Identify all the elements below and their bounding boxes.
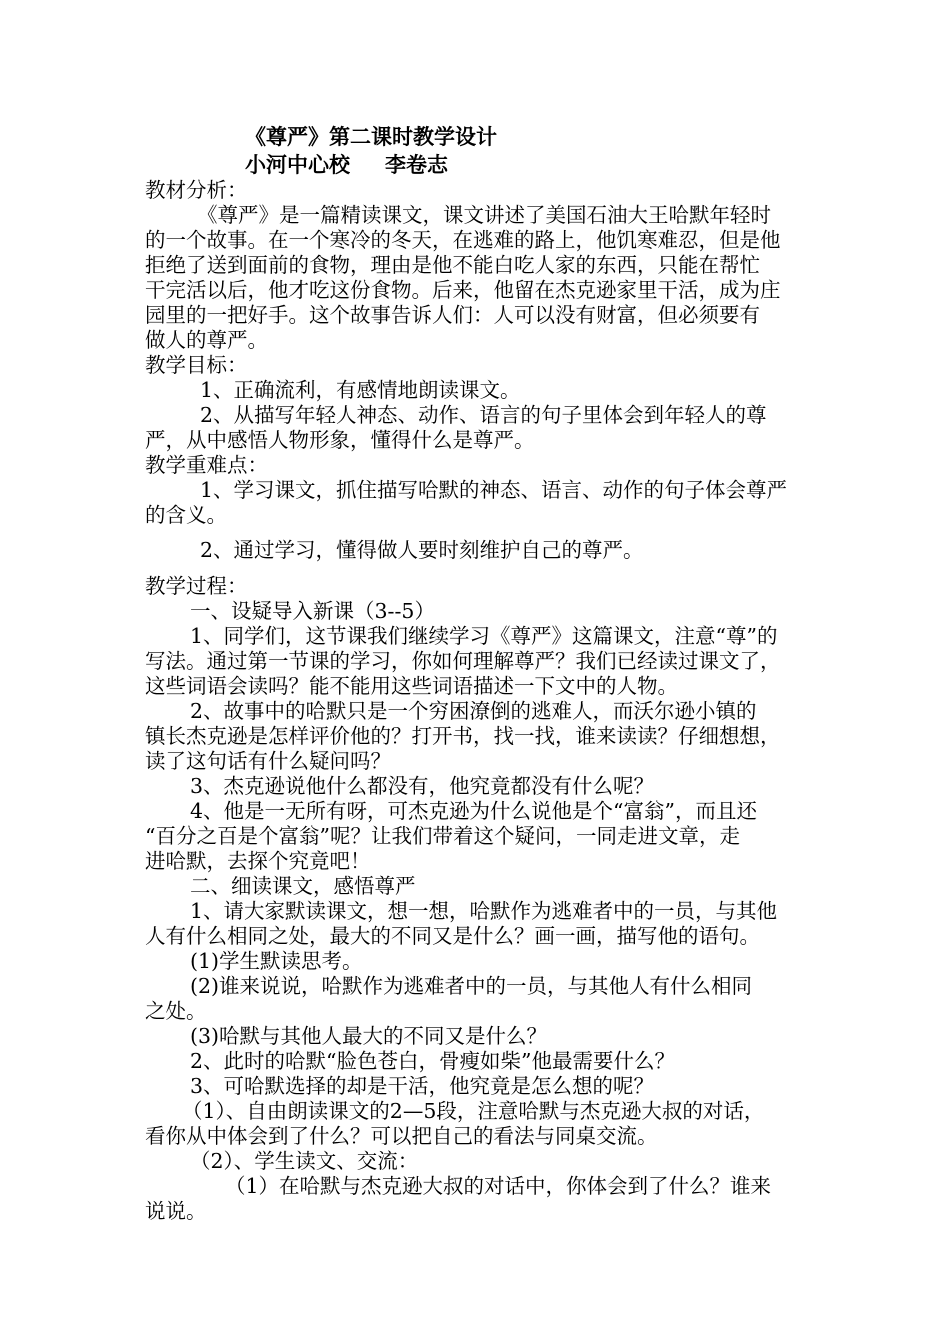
- section-heading: 教材分析：: [145, 178, 248, 202]
- paragraph-line: 3、杰克逊说他什么都没有，他究竟都没有什么呢？: [190, 774, 655, 798]
- paragraph-line: 看你从中体会到了什么？可以把自己的看法与同桌交流。: [145, 1124, 658, 1148]
- paragraph-line: 拒绝了送到面前的食物，理由是他不能白吃人家的东西，只能在帮忙: [145, 253, 760, 277]
- paragraph-line: 进哈默，去探个究竟吧！: [145, 849, 371, 873]
- paragraph-line: 《尊严》是一篇精读课文，课文讲述了美国石油大王哈默年轻时: [197, 203, 771, 227]
- section-heading: 教学重难点：: [145, 453, 268, 477]
- paragraph-line: 之处。: [145, 999, 207, 1023]
- paragraph-line: 这些词语会读吗？能不能用这些词语描述一下文中的人物。: [145, 674, 678, 698]
- paragraph-line: 镇长杰克逊是怎样评价他的？打开书，找一找，谁来读读？仔细想想，: [145, 724, 781, 748]
- paragraph-line: （2）、学生读文、交流：: [190, 1149, 419, 1173]
- subsection-heading: 一、设疑导入新课（3--5）: [190, 599, 435, 623]
- paragraph-line: 1、请大家默读课文，想一想，哈默作为逃难者中的一员，与其他: [190, 899, 778, 923]
- paragraph-line: “百分之百是个富翁”呢？让我们带着这个疑问，一同走进文章，走: [145, 824, 740, 848]
- paragraph-line: （1）、自由朗读课文的2—5段，注意哈默与杰克逊大叔的对话，: [182, 1099, 765, 1123]
- school-name: 小河中心校: [245, 152, 350, 177]
- section-heading: 教学过程：: [145, 574, 248, 598]
- paragraph-line: 做人的尊严。: [145, 328, 268, 352]
- paragraph-line: (2)谁来说说，哈默作为逃难者中的一员，与其他人有什么相同: [190, 974, 753, 998]
- paragraph-line: （1）在哈默与杰克逊大叔的对话中，你体会到了什么？谁来: [225, 1174, 772, 1198]
- paragraph-line: 的一个故事。在一个寒冷的冬天，在逃难的路上，他饥寒难忍，但是他: [145, 228, 781, 252]
- paragraph-line: (3)哈默与其他人最大的不同又是什么？: [190, 1024, 548, 1048]
- paragraph-line: 园里的一把好手。这个故事告诉人们：人可以没有财富，但必须要有: [145, 303, 760, 327]
- paragraph-line: 2、从描写年轻人神态、动作、语言的句子里体会到年轻人的尊: [200, 403, 767, 427]
- paragraph-line: 1、学习课文，抓住描写哈默的神态、语言、动作的句子体会尊严: [200, 478, 788, 502]
- author-name: 李卷志: [385, 152, 448, 177]
- paragraph-line: 读了这句话有什么疑问吗？: [145, 749, 391, 773]
- paragraph-line: 的含义。: [145, 503, 227, 527]
- paragraph-line: 干完活以后，他才吃这份食物。后来，他留在杰克逊家里干活，成为庄: [145, 278, 781, 302]
- subsection-heading: 二、细读课文，感悟尊严: [190, 874, 416, 898]
- paragraph-line: 4、他是一无所有呀，可杰克逊为什么说他是个“富翁”，而且还: [190, 799, 758, 823]
- paragraph-line: 2、故事中的哈默只是一个穷困潦倒的逃难人，而沃尔逊小镇的: [190, 699, 757, 723]
- paragraph-line: 1、同学们，这节课我们继续学习《尊严》这篇课文，注意“尊”的: [190, 624, 778, 648]
- paragraph-line: 人有什么相同之处，最大的不同又是什么？画一画，描写他的语句。: [145, 924, 760, 948]
- paragraph-line: 3、可哈默选择的却是干活，他究竟是怎么想的呢？: [190, 1074, 655, 1098]
- paragraph-line: 写法。通过第一节课的学习，你如何理解尊严？我们已经读过课文了，: [145, 649, 781, 673]
- paragraph-line: 说说。: [145, 1199, 207, 1223]
- document-title: 《尊严》第二课时教学设计: [245, 124, 497, 149]
- section-heading: 教学目标：: [145, 353, 248, 377]
- paragraph-line: 严，从中感悟人物形象，懂得什么是尊严。: [145, 428, 535, 452]
- paragraph-line: 2、通过学习，懂得做人要时刻维护自己的尊严。: [200, 538, 644, 562]
- paragraph-line: 1、正确流利，有感情地朗读课文。: [200, 378, 521, 402]
- paragraph-line: (1)学生默读思考。: [190, 949, 363, 973]
- paragraph-line: 2、此时的哈默“脸色苍白，骨瘦如柴”他最需要什么？: [190, 1049, 676, 1073]
